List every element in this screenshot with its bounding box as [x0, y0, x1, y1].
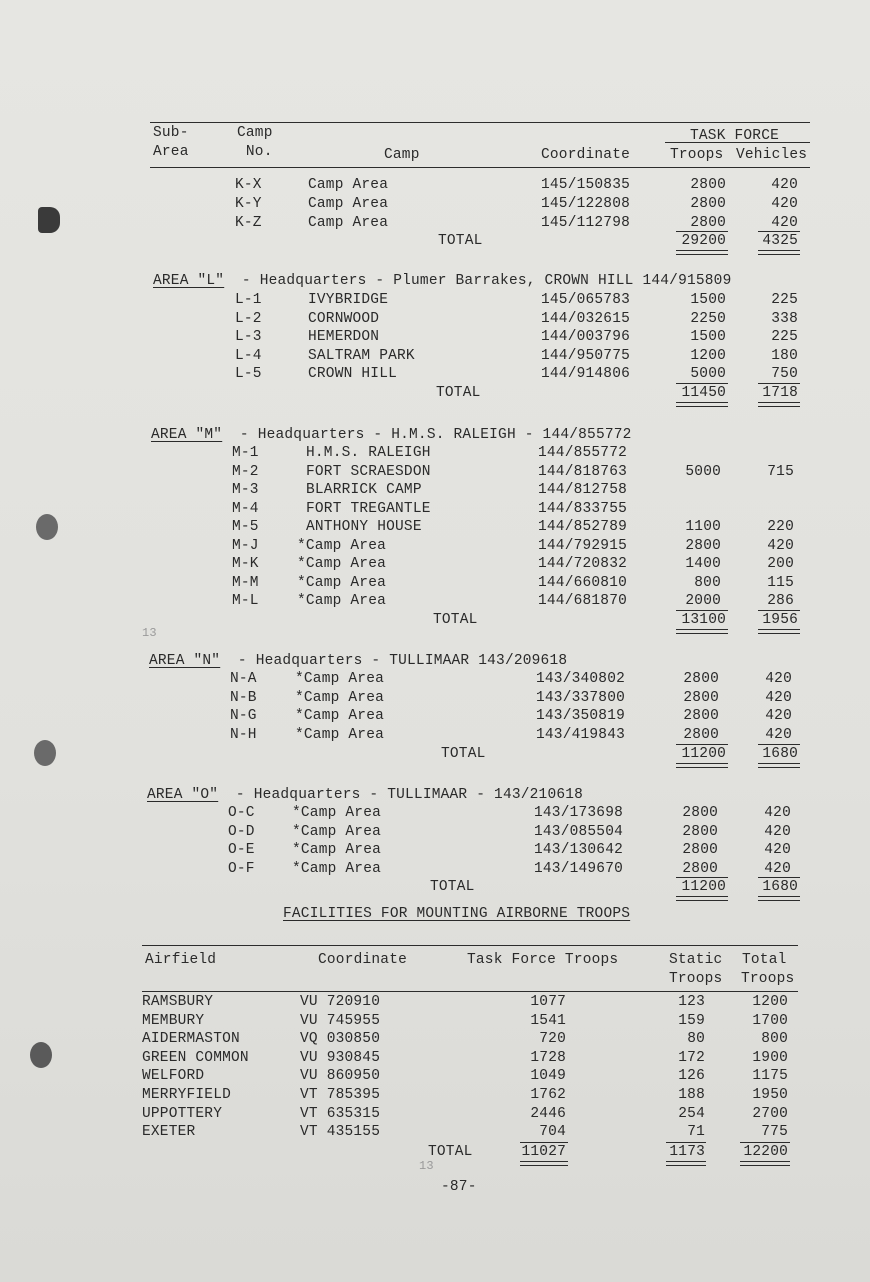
area-m-row-camp-name: *Camp Area [297, 593, 387, 609]
area-k-total-troops: 29200 [681, 233, 726, 249]
area-o-row-vehicles: 420 [764, 805, 791, 821]
airfield-coordinate: VU 745955 [300, 1012, 381, 1029]
airfield-coordinate: VU 860950 [300, 1068, 381, 1085]
area-l-row-troops: 1500 [690, 329, 726, 345]
area-m-row-camp-name: *Camp Area [297, 537, 387, 554]
area-o-row-camp-name: *Camp Area [292, 805, 382, 821]
area-m-row-coordinate: 144/855772 [538, 445, 628, 461]
total-double-rule [666, 1161, 706, 1166]
area-n-row-vehicles: 420 [765, 671, 792, 687]
airfield-total-troops: 775 [761, 1124, 788, 1141]
area-m-row-camp-no: M-1 [232, 445, 259, 461]
airfield-name: MEMBURY [142, 1012, 205, 1029]
area-m-row-camp-no: M-4 [232, 500, 259, 517]
header-sub-area: Sub- Area [153, 125, 189, 160]
area-l-row-coordinate: 144/003796 [541, 329, 631, 345]
subtotal-rule [758, 610, 800, 611]
area-m-row-vehicles: 220 [767, 519, 794, 535]
airfield-name: MERRYFIELD [142, 1087, 232, 1103]
subtotal-rule [676, 383, 728, 384]
area-m-row-camp-name: BLARRICK CAMP [306, 482, 422, 498]
area-l-row-camp-no: L-3 [235, 329, 262, 345]
area-o-title: AREA "O" [147, 787, 219, 803]
area-o-row-troops: 2800 [682, 860, 718, 877]
binder-hole [34, 740, 56, 766]
table-top-rule [150, 122, 810, 123]
area-l-row-camp-no: L-2 [235, 310, 262, 327]
area-n-row-camp-name: *Camp Area [295, 671, 385, 687]
area-l-total-vehicles: 1718 [762, 385, 798, 401]
airfield-task-force-troops: 1762 [530, 1087, 566, 1103]
area-o-row-camp-name: *Camp Area [292, 860, 382, 877]
area-m-row-coordinate: 144/812758 [538, 482, 628, 498]
airfield-task-force-troops: 1049 [530, 1068, 566, 1085]
area-k-row-camp-no: K-Y [235, 196, 262, 212]
airfield-total-troops: 1200 [752, 994, 788, 1010]
total-double-rule [758, 896, 800, 901]
header-airfield-coordinate: Coordinate [318, 952, 408, 968]
area-m-row-troops: 1400 [685, 556, 721, 572]
area-l-headquarters: - Headquarters - Plumer Barrakes, CROWN HILL 144/915809 [233, 273, 732, 289]
subtotal-rule [666, 1142, 706, 1143]
airfield-name: UPPOTTERY [142, 1105, 223, 1122]
area-l-total-label: TOTAL [436, 385, 481, 401]
area-m-row-coordinate: 144/681870 [538, 593, 628, 609]
area-m-row-camp-no: M-L [232, 593, 259, 609]
area-k-row-camp-name: Camp Area [308, 196, 389, 212]
airfield-total-troops: 1900 [752, 1049, 788, 1066]
airfield-static-troops: 123 [678, 994, 705, 1010]
airfield-static-troops: 188 [678, 1087, 705, 1103]
area-m-title: AREA "M" [151, 427, 223, 443]
binder-hole [30, 1042, 52, 1068]
area-m-row-coordinate: 144/833755 [538, 500, 628, 517]
area-m-row-troops: 800 [694, 574, 721, 591]
area-k-total-vehicles: 4325 [762, 233, 798, 249]
area-l-row-coordinate: 144/914806 [541, 366, 631, 382]
header-total-troops: Troops [741, 971, 795, 987]
total-double-rule [758, 250, 800, 255]
area-m-row-camp-name: *Camp Area [297, 556, 387, 572]
area-n-row-camp-no: N-H [230, 726, 257, 743]
airfield-name: GREEN COMMON [142, 1049, 249, 1066]
airfield-total-troops: 1700 [752, 1012, 788, 1029]
airfield-name: AIDERMASTON [142, 1031, 240, 1048]
area-n-total-vehicles: 1680 [762, 746, 798, 762]
area-m-row-troops: 2800 [685, 537, 721, 554]
page-number: -87- [441, 1179, 477, 1195]
area-m-total-label: TOTAL [433, 612, 478, 628]
airborne-header-rule [142, 991, 798, 992]
header-troops: Troops [670, 147, 724, 163]
area-m-row-camp-name: FORT TREGANTLE [306, 500, 431, 517]
area-m-row-camp-no: M-2 [232, 463, 259, 480]
airborne-total-task-force: 11027 [521, 1144, 566, 1160]
airfield-coordinate: VU 720910 [300, 994, 381, 1010]
area-k-row-camp-name: Camp Area [308, 177, 389, 193]
area-m-row-coordinate: 144/818763 [538, 463, 628, 480]
area-o-row-coordinate: 143/173698 [534, 805, 624, 821]
total-double-rule [676, 896, 728, 901]
area-k-row-camp-name: Camp Area [308, 215, 389, 231]
area-n-headquarters: - Headquarters - TULLIMAAR 143/209618 [229, 653, 568, 669]
area-o-total-vehicles: 1680 [762, 879, 798, 895]
area-n-row-camp-name: *Camp Area [295, 726, 385, 743]
area-k-row-camp-no: K-X [235, 177, 262, 193]
area-l-row-troops: 1200 [690, 347, 726, 364]
subtotal-rule [740, 1142, 790, 1143]
area-o-row-camp-no: O-D [228, 823, 255, 840]
area-k-total-label: TOTAL [438, 233, 483, 249]
area-o-row-camp-name: *Camp Area [292, 823, 382, 840]
header-camp: Camp [384, 147, 420, 163]
area-n-row-camp-name: *Camp Area [295, 708, 385, 724]
area-n-row-troops: 2800 [683, 708, 719, 724]
airfield-static-troops: 159 [678, 1012, 705, 1029]
airfield-task-force-troops: 1541 [530, 1012, 566, 1029]
area-o-row-camp-no: O-F [228, 860, 255, 877]
airfield-coordinate: VT 635315 [300, 1105, 381, 1122]
subtotal-rule [758, 877, 800, 878]
area-o-row-camp-name: *Camp Area [292, 842, 382, 858]
area-o-row-troops: 2800 [682, 823, 718, 840]
area-l-row-troops: 5000 [690, 366, 726, 382]
area-m-total-vehicles: 1956 [762, 612, 798, 628]
area-l-row-vehicles: 225 [771, 292, 798, 308]
area-m-row-camp-name: *Camp Area [297, 574, 387, 591]
area-n-row-troops: 2800 [683, 726, 719, 743]
area-m-row-camp-name: FORT SCRAESDON [306, 463, 431, 480]
airfield-static-troops: 254 [678, 1105, 705, 1122]
area-n-row-troops: 2800 [683, 671, 719, 687]
area-k-row-coordinate: 145/112798 [541, 215, 631, 231]
area-l-row-camp-no: L-5 [235, 366, 262, 382]
area-l-row-coordinate: 144/032615 [541, 310, 631, 327]
area-o-row-coordinate: 143/085504 [534, 823, 624, 840]
area-m-row-camp-no: M-K [232, 556, 259, 572]
area-l-row-camp-name: IVYBRIDGE [308, 292, 389, 308]
airfield-total-troops: 1175 [752, 1068, 788, 1085]
area-m-row-camp-name: H.M.S. RALEIGH [306, 445, 431, 461]
header-total: Total [742, 952, 787, 968]
area-m-row-coordinate: 144/720832 [538, 556, 628, 572]
subtotal-rule [758, 231, 800, 232]
area-n-title: AREA "N" [149, 653, 221, 669]
total-double-rule [520, 1161, 568, 1166]
margin-mark: 13 [419, 1159, 434, 1173]
header-static-troops: Troops [669, 971, 723, 987]
area-o-row-vehicles: 420 [764, 823, 791, 840]
area-o-row-camp-no: O-C [228, 805, 255, 821]
airfield-task-force-troops: 704 [539, 1124, 566, 1141]
subtotal-rule [758, 383, 800, 384]
area-l-row-troops: 1500 [690, 292, 726, 308]
subtotal-rule [676, 744, 728, 745]
area-k-row-troops: 2800 [690, 215, 726, 231]
area-m-row-troops: 1100 [685, 519, 721, 535]
header-vehicles: Vehicles [736, 147, 808, 163]
header-task-force-troops: Task Force Troops [467, 952, 619, 968]
subtotal-rule [676, 610, 728, 611]
header-coordinate: Coordinate [541, 147, 631, 163]
airfield-coordinate: VT 435155 [300, 1124, 381, 1141]
subtotal-rule [520, 1142, 568, 1143]
area-k-row-vehicles: 420 [771, 177, 798, 193]
airfield-static-troops: 172 [678, 1049, 705, 1066]
task-force-rule [665, 142, 810, 143]
total-double-rule [758, 763, 800, 768]
area-n-row-troops: 2800 [683, 689, 719, 706]
area-l-row-camp-name: CROWN HILL [308, 366, 398, 382]
area-m-row-troops: 2000 [685, 593, 721, 609]
area-m-row-coordinate: 144/792915 [538, 537, 628, 554]
area-o-row-vehicles: 420 [764, 860, 791, 877]
total-double-rule [740, 1161, 790, 1166]
area-k-row-vehicles: 420 [771, 215, 798, 231]
airfield-coordinate: VU 930845 [300, 1049, 381, 1066]
area-l-row-vehicles: 180 [771, 347, 798, 364]
area-o-total-label: TOTAL [430, 879, 475, 895]
area-m-total-troops: 13100 [681, 612, 726, 628]
header-task-force: TASK FORCE [690, 128, 780, 144]
area-n-row-vehicles: 420 [765, 708, 792, 724]
area-k-row-coordinate: 145/150835 [541, 177, 631, 193]
area-l-row-camp-name: SALTRAM PARK [308, 347, 415, 364]
area-m-row-vehicles: 115 [767, 574, 794, 591]
airfield-total-troops: 1950 [752, 1087, 788, 1103]
area-m-row-camp-name: ANTHONY HOUSE [306, 519, 422, 535]
area-o-row-troops: 2800 [682, 805, 718, 821]
area-l-row-troops: 2250 [690, 310, 726, 327]
area-m-row-troops: 5000 [685, 463, 721, 480]
area-n-row-coordinate: 143/337800 [536, 689, 626, 706]
area-k-row-camp-no: K-Z [235, 215, 262, 231]
area-m-row-coordinate: 144/660810 [538, 574, 628, 591]
area-n-row-camp-no: N-B [230, 689, 257, 706]
area-o-total-troops: 11200 [681, 879, 726, 895]
area-o-row-vehicles: 420 [764, 842, 791, 858]
area-l-total-troops: 11450 [681, 385, 726, 401]
area-m-row-camp-no: M-5 [232, 519, 259, 535]
area-m-row-coordinate: 144/852789 [538, 519, 628, 535]
area-n-row-vehicles: 420 [765, 726, 792, 743]
area-n-row-camp-no: N-G [230, 708, 257, 724]
airfield-name: WELFORD [142, 1068, 205, 1085]
airfield-static-troops: 80 [687, 1031, 705, 1048]
area-k-row-troops: 2800 [690, 177, 726, 193]
subtotal-rule [676, 231, 728, 232]
header-camp-no: Camp No. [237, 125, 273, 160]
area-l-row-camp-no: L-1 [235, 292, 262, 308]
area-m-row-vehicles: 420 [767, 537, 794, 554]
area-m-row-vehicles: 200 [767, 556, 794, 572]
airborne-total-static: 1173 [669, 1144, 705, 1160]
area-m-row-vehicles: 715 [767, 463, 794, 480]
airfield-task-force-troops: 720 [539, 1031, 566, 1048]
area-n-row-camp-name: *Camp Area [295, 689, 385, 706]
airfield-task-force-troops: 1728 [530, 1049, 566, 1066]
binder-hole [36, 514, 58, 540]
total-double-rule [676, 402, 728, 407]
area-l-title: AREA "L" [153, 273, 225, 289]
area-o-row-coordinate: 143/149670 [534, 860, 624, 877]
area-n-row-vehicles: 420 [765, 689, 792, 706]
airfield-name: EXETER [142, 1124, 196, 1141]
area-m-row-vehicles: 286 [767, 593, 794, 609]
airfield-coordinate: VQ 030850 [300, 1031, 381, 1048]
area-n-row-camp-no: N-A [230, 671, 257, 687]
area-k-row-coordinate: 145/122808 [541, 196, 631, 212]
area-m-row-camp-no: M-J [232, 537, 259, 554]
subtotal-rule [676, 877, 728, 878]
area-l-row-camp-name: HEMERDON [308, 329, 380, 345]
area-l-row-coordinate: 144/950775 [541, 347, 631, 364]
area-l-row-vehicles: 750 [771, 366, 798, 382]
header-static: Static [669, 952, 723, 968]
airfield-total-troops: 2700 [752, 1105, 788, 1122]
area-l-row-coordinate: 145/065783 [541, 292, 631, 308]
area-o-headquarters: - Headquarters - TULLIMAAR - 143/210618 [227, 787, 584, 803]
area-o-row-troops: 2800 [682, 842, 718, 858]
area-n-total-troops: 11200 [681, 746, 726, 762]
airfield-task-force-troops: 2446 [530, 1105, 566, 1122]
total-double-rule [676, 629, 728, 634]
area-k-row-vehicles: 420 [771, 196, 798, 212]
total-double-rule [758, 402, 800, 407]
area-l-row-camp-name: CORNWOOD [308, 310, 380, 327]
area-n-total-label: TOTAL [441, 746, 486, 762]
subtotal-rule [758, 744, 800, 745]
area-m-row-camp-no: M-M [232, 574, 259, 591]
area-n-row-coordinate: 143/340802 [536, 671, 626, 687]
header-airfield: Airfield [145, 952, 217, 968]
airborne-total-label: TOTAL [428, 1144, 473, 1160]
area-l-row-vehicles: 225 [771, 329, 798, 345]
total-double-rule [676, 250, 728, 255]
area-n-row-coordinate: 143/350819 [536, 708, 626, 724]
airfield-total-troops: 800 [761, 1031, 788, 1048]
airfield-static-troops: 126 [678, 1068, 705, 1085]
airborne-section-title: FACILITIES FOR MOUNTING AIRBORNE TROOPS [283, 906, 631, 922]
airfield-static-troops: 71 [687, 1124, 705, 1141]
area-m-row-camp-no: M-3 [232, 482, 259, 498]
total-double-rule [758, 629, 800, 634]
airborne-top-rule [142, 945, 798, 946]
area-k-row-troops: 2800 [690, 196, 726, 212]
area-m-headquarters: - Headquarters - H.M.S. RALEIGH - 144/855772 [231, 427, 632, 443]
airfield-name: RAMSBURY [142, 994, 214, 1010]
airborne-total-troops: 12200 [743, 1144, 788, 1160]
binder-hole [38, 207, 60, 233]
header-bottom-rule [150, 167, 810, 168]
area-l-row-camp-no: L-4 [235, 347, 262, 364]
airfield-task-force-troops: 1077 [530, 994, 566, 1010]
margin-mark: 13 [142, 626, 157, 640]
area-o-row-coordinate: 143/130642 [534, 842, 624, 858]
total-double-rule [676, 763, 728, 768]
area-l-row-vehicles: 338 [771, 310, 798, 327]
area-o-row-camp-no: O-E [228, 842, 255, 858]
area-n-row-coordinate: 143/419843 [536, 726, 626, 743]
airfield-coordinate: VT 785395 [300, 1087, 381, 1103]
